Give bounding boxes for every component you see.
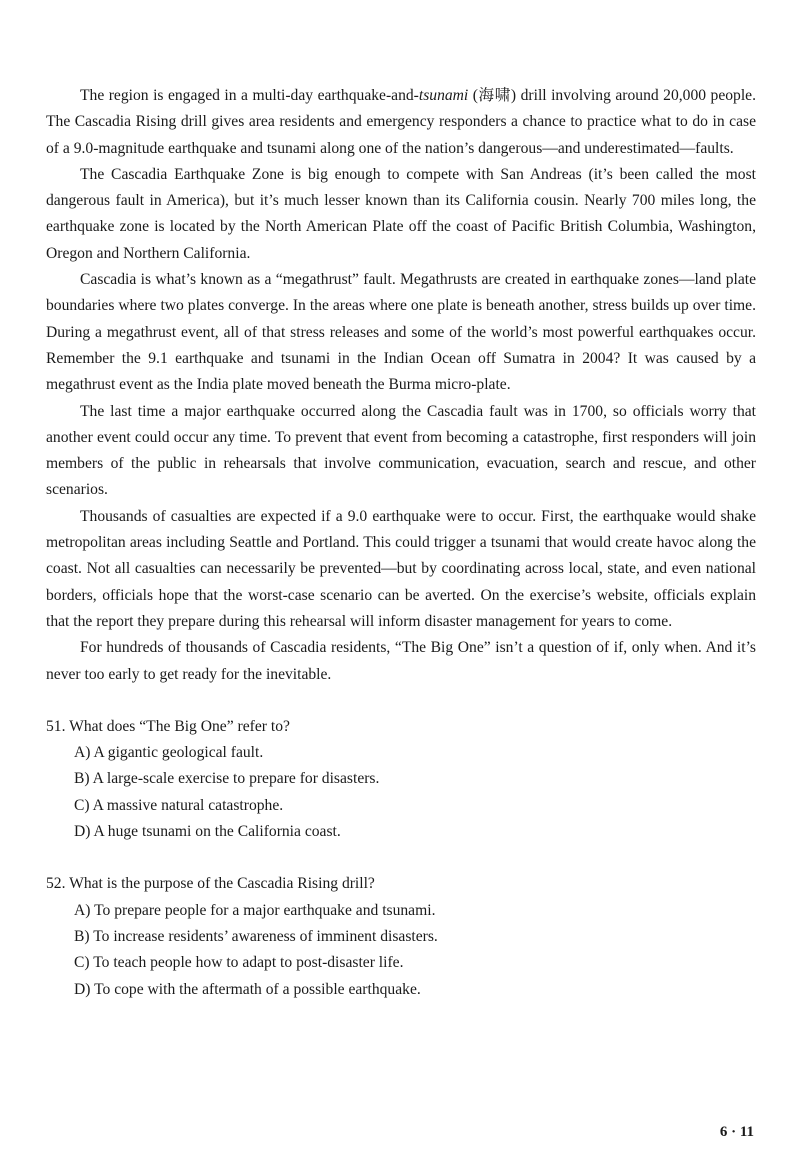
exam-page [46,83,756,1029]
paragraph-5: Thousands of casualties are expected if a 9.0 earthquake were to occur. First, the earthquake would shake metropolitan areas including Seattle and Portland. This could trigger a tsunami that would create havoc along the coast. Not all casualties can necessarily be prevented—but by coordinating across local, state, and even national borders, officials hope that the worst-case scenario can be averted. On the exercise’s website, officials explain that the report they prepare during this rehearsal will inform disaster management for years to come. [46,507,756,630]
question-stem: 51. What does “The Big One” refer to? [46,717,290,735]
paragraph-1 [46,83,756,162]
question-stem: 52. What is the purpose of the Cascadia Rising drill? [46,875,375,893]
paragraph-4: The last time a major earthquake occurred along the Cascadia fault was in 1700, so officials worry that another event could occur any time. To prevent that event from becoming a catastrophe, first responders will join members of the public in rehearsals that involve communication, evacuation, search and rescue, and other scenarios. [46,402,756,499]
option-c: C) To teach people how to adapt to post-disaster life. [74,954,404,972]
question-52 [46,871,756,1002]
option-b: B) To increase residents’ awareness of imminent disasters. [74,927,438,945]
paragraph-1-text-start: The region is engaged in a multi-day earthquake-and- [80,87,419,104]
option-c: C) A massive natural catastrophe. [74,796,284,814]
option-a: A) To prepare people for a major earthquake and tsunami. [74,901,436,919]
paragraph-1-text-end: drill involving around 20,000 people. The Cascadia Rising drill gives area residents and emergency responders a chance to practice what to do in case of a 9.0-magnitude earthquake and tsunami along one of the nation’s dangerous—and underestimated—faults. [46,87,757,157]
page-number: 6 · 11 [719,1124,754,1140]
option-a: A) A gigantic geological fault. [74,744,264,762]
reading-passage [46,83,756,688]
option-d: D) To cope with the aftermath of a possible earthquake. [74,980,421,998]
paragraph-2: The Cascadia Earthquake Zone is big enough to compete with San Andreas (it’s been called the most dangerous fault in America), but it’s much lesser known than its California cousin. Nearly 700 miles long, the earthquake zone is located by the North American Plate off the coast of Pacific British Columbia, Washington, Oregon and Northern California. [46,165,756,262]
paragraph-1-cjk-gloss: (海啸) [468,87,517,104]
questions-section [46,714,756,1003]
option-b: B) A large-scale exercise to prepare for disasters. [74,770,380,788]
option-d: D) A huge tsunami on the California coast. [74,823,341,841]
question-51 [46,714,756,845]
paragraph-6: For hundreds of thousands of Cascadia residents, “The Big One” isn’t a question of if, only when. And it’s never too early to get ready for the inevitable. [46,639,756,683]
paragraph-3: Cascadia is what’s known as a “megathrust” fault. Megathrusts are created in earthquake zones—land plate boundaries where two plates converge. In the areas where one plate is beneath another, stress builds up over time. During a megathrust event, all of that stress releases and some of the world’s most powerful earthquakes occur. Remember the 9.1 earthquake and tsunami in the Indian Ocean off Sumatra in 2004? It was caused by a megathrust event as the India plate moved beneath the Burma micro-plate. [46,271,756,394]
paragraph-1-italic-term: tsunami [418,87,469,104]
